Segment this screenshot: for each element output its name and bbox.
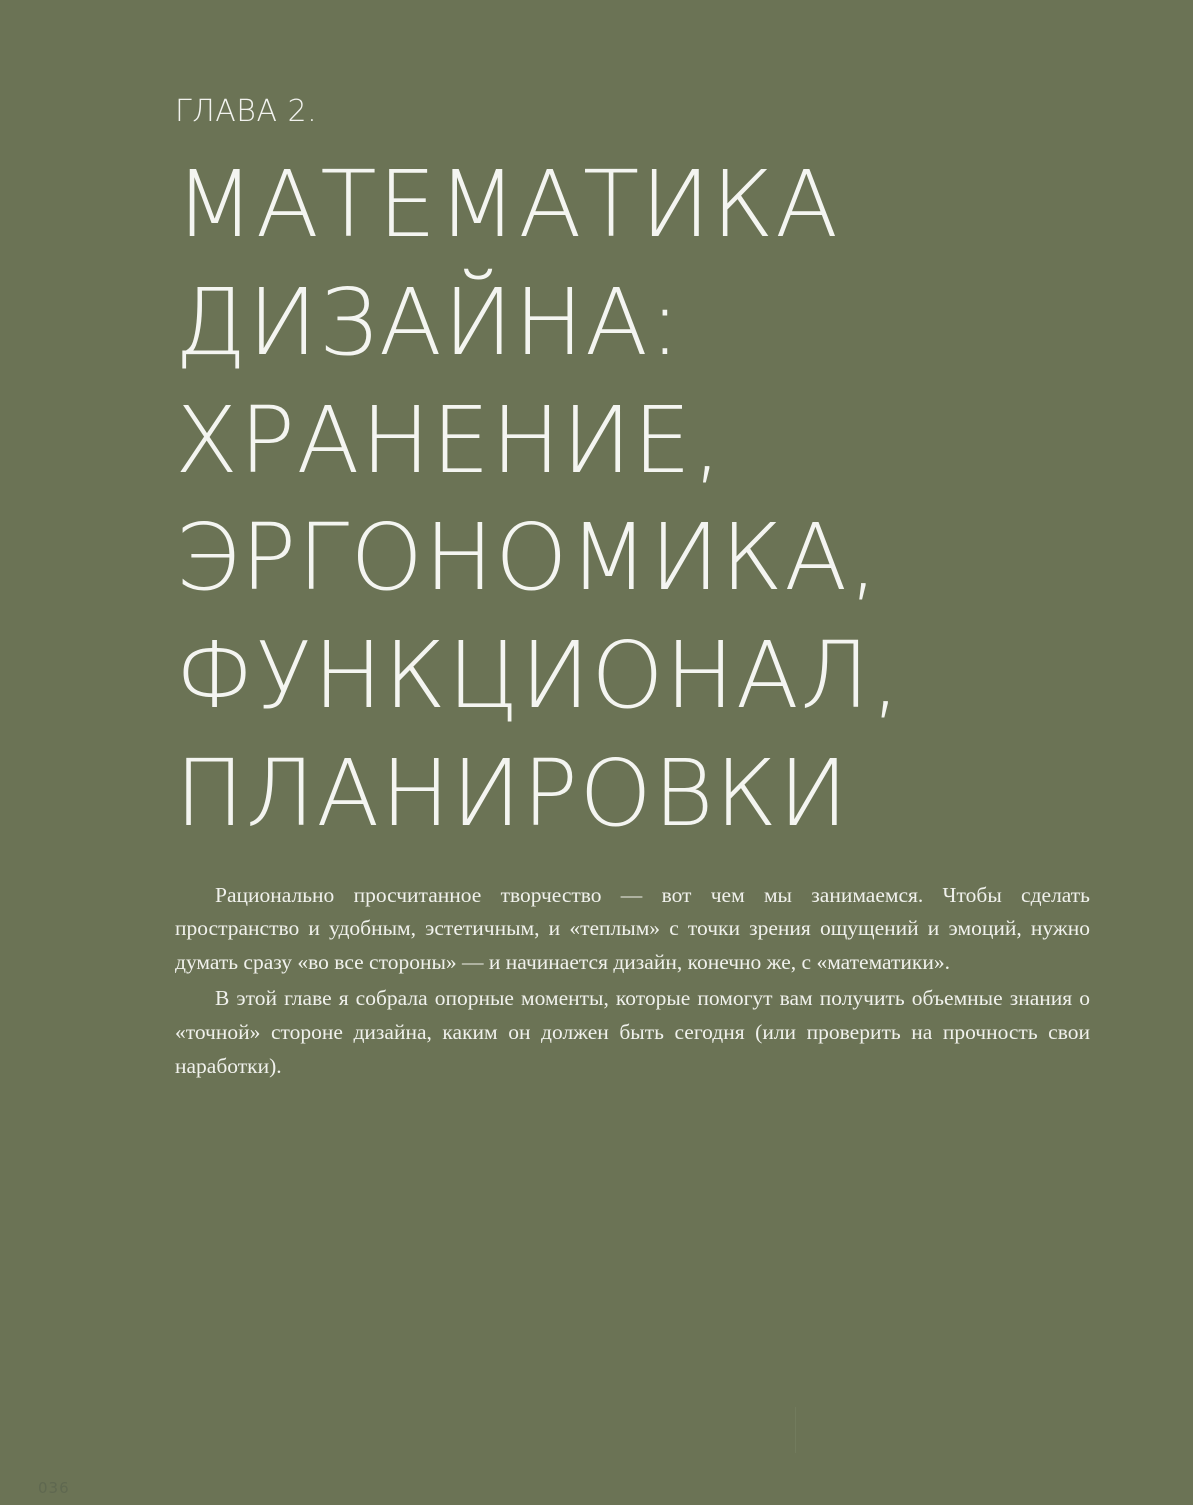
chapter-intro	[175, 879, 1090, 1085]
intro-paragraph-1: Рационально просчитанное творчество — вот чем мы занимаемся. Чтобы сделать пространство и удобным, эстетичным, и «теплым» с точки зрения ощущений и эмоций, нужно думать сразу «во все стороны» — и начинается дизайн, конечно же, с «математики».	[175, 882, 1090, 975]
spine-mark	[795, 1407, 796, 1453]
chapter-content	[175, 94, 1090, 1084]
chapter-label: ГЛАВА 2.	[175, 94, 318, 129]
chapter-title: МАТЕМАТИКА ДИЗАЙНА: ХРАНЕНИЕ, ЭРГОНОМИКА, ФУНКЦИОНАЛ, ПЛАНИРОВКИ	[175, 151, 902, 847]
page-number: 036	[38, 1479, 70, 1497]
intro-paragraph-2: В этой главе я собрала опорные моменты, которые помогут вам получить объемные знания о «точной» стороне дизайна, каким он должен быть сегодня (или проверить на прочность свои наработки).	[175, 986, 1090, 1079]
